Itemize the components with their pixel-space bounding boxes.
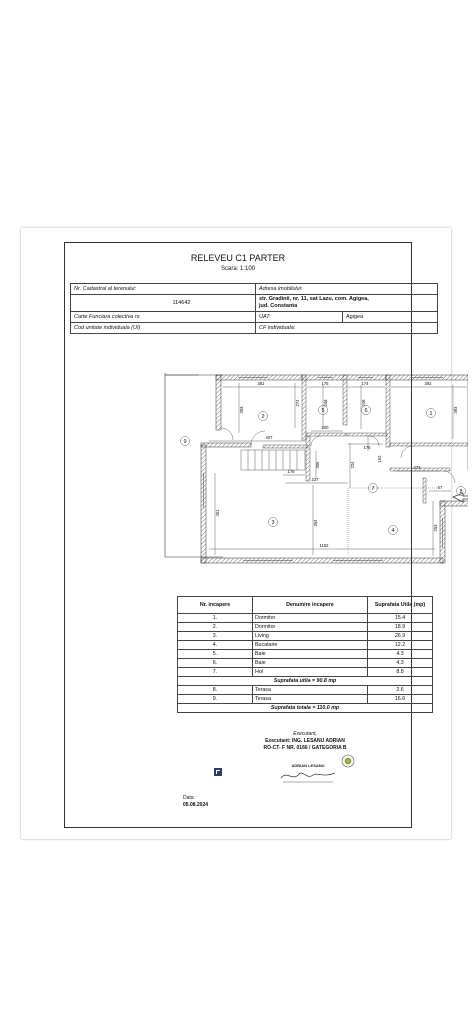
cadastral-value: 114642 xyxy=(71,295,256,312)
address-line-2: jud. Constanta xyxy=(259,303,298,309)
address-label: Adresa imobilului: xyxy=(256,284,438,295)
executant-label: Executant, xyxy=(293,731,317,737)
col-header-area: Suprafata Utila (mp) xyxy=(368,597,433,614)
stamp-name: ADRIAN LESANU xyxy=(291,763,325,768)
table-row xyxy=(178,614,433,623)
table-row xyxy=(178,650,433,659)
cell-nr: 4. xyxy=(178,641,253,650)
drawing-frame xyxy=(64,242,463,828)
dim-label: 1152 xyxy=(319,543,329,548)
executant-name: Executant: ING. LESANU ADRIAN xyxy=(265,738,345,744)
date-value: 05.08.2024 xyxy=(183,802,209,808)
dim-label: 248 xyxy=(361,399,366,407)
cell-name: Dormitor xyxy=(253,623,368,632)
dim-label: 273 xyxy=(413,465,421,470)
uat-label: UAT: xyxy=(256,312,343,323)
room-number: 9 xyxy=(183,439,187,445)
room-number: 8 xyxy=(459,489,463,495)
cell-name: Terasa xyxy=(253,695,368,704)
dim-label: 174 xyxy=(361,381,369,386)
executant-stamp xyxy=(273,763,343,786)
cell-area: 15.4 xyxy=(368,614,433,623)
cell-nr: 8. xyxy=(178,686,253,695)
dim-label: 393 xyxy=(239,406,244,414)
table-row xyxy=(178,668,433,677)
dim-label: 393 xyxy=(453,406,458,414)
dim-label: 152 xyxy=(377,455,382,463)
cell-name: Hol xyxy=(253,668,368,677)
table-row xyxy=(178,641,433,650)
cell-nr: 9. xyxy=(178,695,253,704)
cell-nr: 3. xyxy=(178,632,253,641)
document-sheet xyxy=(21,228,463,839)
floor-plan xyxy=(143,373,468,573)
room-number: 5 xyxy=(321,408,325,414)
page-title: RELEVEU C1 PARTER xyxy=(190,253,286,263)
uat-value: Agigea xyxy=(343,312,438,323)
col-header-name: Denumire incapere xyxy=(253,597,368,614)
executant-block xyxy=(177,731,433,752)
cell-area: 12.2 xyxy=(368,641,433,650)
table-row xyxy=(178,659,433,668)
room-number: 1 xyxy=(429,411,433,417)
dim-label: 274 xyxy=(295,399,300,407)
dim-label: 253 xyxy=(433,524,438,532)
dim-label: 248 xyxy=(323,399,328,407)
stairs xyxy=(241,450,305,470)
signature-icon xyxy=(277,768,339,784)
cod-ui-label: Cod unitate individuala (UI) xyxy=(71,323,256,334)
dim-label: 176 xyxy=(287,469,295,474)
dim-label: 392 xyxy=(424,381,432,386)
dim-label: 175 xyxy=(321,381,329,386)
doors xyxy=(221,428,455,483)
dim-label: 237 xyxy=(311,477,319,482)
table-row xyxy=(178,686,433,695)
cf-individuala-label: CF individuala: xyxy=(256,323,438,334)
cell-area: 18.9 xyxy=(368,623,433,632)
room-number: 3 xyxy=(271,520,275,526)
address-line-1: str. Gradinii, nr. 11, sat Lazu, com. Agigea, xyxy=(259,296,369,302)
grand-area-total: Suprafata totala = 110.0 mp xyxy=(178,704,433,713)
room-number: 6 xyxy=(364,408,368,414)
dim-label: 67 xyxy=(437,485,443,490)
dimension-labels xyxy=(215,381,458,548)
room-number: 2 xyxy=(261,414,265,420)
cell-nr: 1. xyxy=(178,614,253,623)
dim-label: 306 xyxy=(315,461,320,469)
cell-name: Dormitor xyxy=(253,614,368,623)
dim-label: 381 xyxy=(257,381,265,386)
company-logo-icon xyxy=(213,767,223,777)
dim-label: 451 xyxy=(215,509,220,517)
rooms-table xyxy=(177,596,433,713)
cell-area: 4.3 xyxy=(368,650,433,659)
room-number: 7 xyxy=(371,486,375,492)
cell-area: 8.8 xyxy=(368,668,433,677)
date-label: Data: xyxy=(183,795,195,801)
site-boundary xyxy=(165,373,223,557)
executant-cert: RO-CT- F NR. 0166 / GATEGORIA B xyxy=(263,745,347,751)
dim-label: 224 xyxy=(350,461,355,469)
cell-area: 4.3 xyxy=(368,659,433,668)
cadastral-label: Nr. Cadastral al terenului: xyxy=(71,284,256,295)
room-number: 4 xyxy=(391,528,395,534)
table-row xyxy=(178,695,433,704)
cell-area: 2.6 xyxy=(368,686,433,695)
certification-seal-icon xyxy=(341,754,355,768)
cell-nr: 7. xyxy=(178,668,253,677)
cadastral-info-table xyxy=(70,283,438,334)
col-header-nr: Nr. incapere xyxy=(178,597,253,614)
cell-nr: 5. xyxy=(178,650,253,659)
cell-name: Living xyxy=(253,632,368,641)
useful-area-total: Suprafata utila = 90.8 mp xyxy=(178,677,433,686)
table-row xyxy=(178,623,433,632)
cell-nr: 6. xyxy=(178,659,253,668)
dim-label: 407 xyxy=(265,435,273,440)
cell-area: 16.6 xyxy=(368,695,433,704)
cell-name: Terasa xyxy=(253,686,368,695)
dim-label: 200 xyxy=(321,425,329,430)
dim-label: 175 xyxy=(363,445,371,450)
cell-name: Bucatarie xyxy=(253,641,368,650)
address-value xyxy=(256,295,438,312)
scale-label: Scara: 1:100 xyxy=(220,266,256,272)
cell-name: Baie xyxy=(253,650,368,659)
cell-nr: 2. xyxy=(178,623,253,632)
cell-area: 26.9 xyxy=(368,632,433,641)
cf-colectiva-label: Carte Funciara colectiva nr. xyxy=(71,312,256,323)
table-row xyxy=(178,632,433,641)
interior-walls xyxy=(263,375,468,503)
cell-name: Baie xyxy=(253,659,368,668)
dim-label: 354 xyxy=(313,519,318,527)
date-block xyxy=(183,795,208,809)
